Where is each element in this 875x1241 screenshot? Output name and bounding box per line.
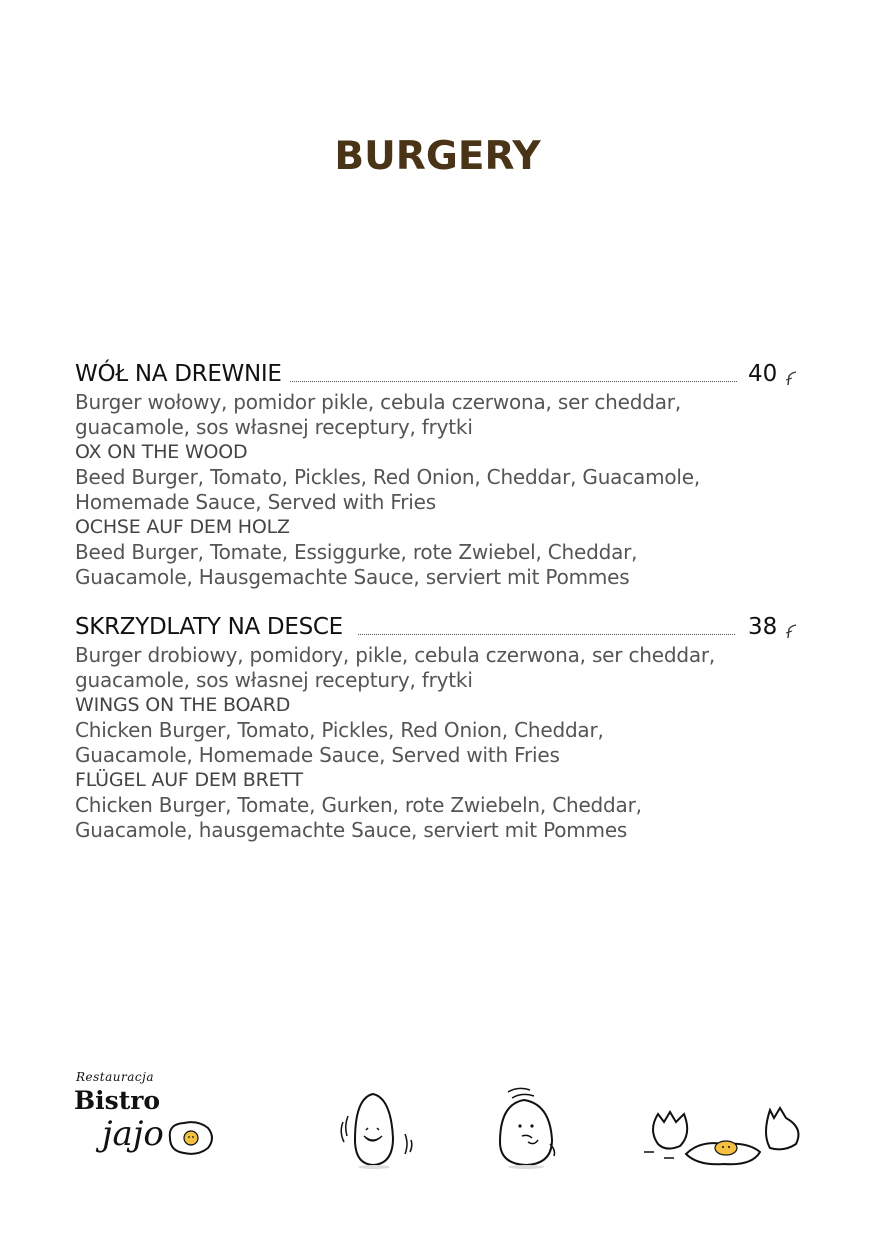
menu-list [75,361,805,867]
thinking-egg-icon [494,1084,564,1170]
currency-icon [785,621,799,639]
menu-item-name-en: WINGS ON THE BOARD [75,694,291,716]
desc-de-line: Beed Burger, Tomate, Essiggurke, rote Zwiebel, Cheddar, [75,540,638,564]
logo-text-small: Restauracja [76,1070,154,1084]
desc-de-line: Chicken Burger, Tomate, Gurken, rote Zwiebeln, Cheddar, [75,793,642,817]
menu-item [75,614,805,843]
desc-en-line: Guacamole, Homemade Sauce, Served with Fries [75,743,560,767]
menu-item [75,361,805,590]
page-title: BURGERY [334,134,541,179]
menu-item-name-de: OCHSE AUF DEM HOLZ [75,516,290,538]
menu-item-header [75,614,805,643]
bistro-jajo-logo [72,1070,222,1180]
desc-pl-line: Burger wołowy, pomidor pikle, cebula czerwona, ser cheddar, [75,390,681,414]
logo-text-main: Bistro [74,1086,161,1115]
desc-en-line: Chicken Burger, Tomato, Pickles, Red Onion, Cheddar, [75,718,604,742]
menu-item-name: SKRZYDLATY NA DESCE [75,614,346,640]
desc-en-line: Beed Burger, Tomato, Pickles, Red Onion, Cheddar, Guacamole, [75,465,701,489]
menu-item-header [75,361,805,390]
menu-item-name-de: FLÜGEL AUF DEM BRETT [75,769,303,791]
desc-pl-line: guacamole, sos własnej receptury, frytki [75,415,473,439]
happy-egg-icon [333,1088,419,1170]
menu-item-name-en: OX ON THE WOOD [75,441,248,463]
cracked-egg-icon [640,1104,802,1170]
desc-de-line: Guacamole, Hausgemachte Sauce, serviert mit Pommes [75,565,630,589]
desc-pl-line: guacamole, sos własnej receptury, frytki [75,668,473,692]
menu-item-price: 38 [748,614,778,640]
dotted-leader [290,381,737,382]
menu-item-price: 40 [748,361,778,387]
fried-egg-icon [164,1118,216,1158]
menu-item-name: WÓŁ NA DREWNIE [75,361,285,387]
dotted-leader [358,634,735,635]
desc-pl-line: Burger drobiowy, pomidory, pikle, cebula czerwona, ser cheddar, [75,643,716,667]
desc-de-line: Guacamole, hausgemachte Sauce, serviert mit Pommes [75,818,628,842]
desc-en-line: Homemade Sauce, Served with Fries [75,490,436,514]
footer-illustrations [0,1060,875,1180]
currency-icon [785,368,799,386]
logo-text-script: jajo [102,1114,164,1154]
